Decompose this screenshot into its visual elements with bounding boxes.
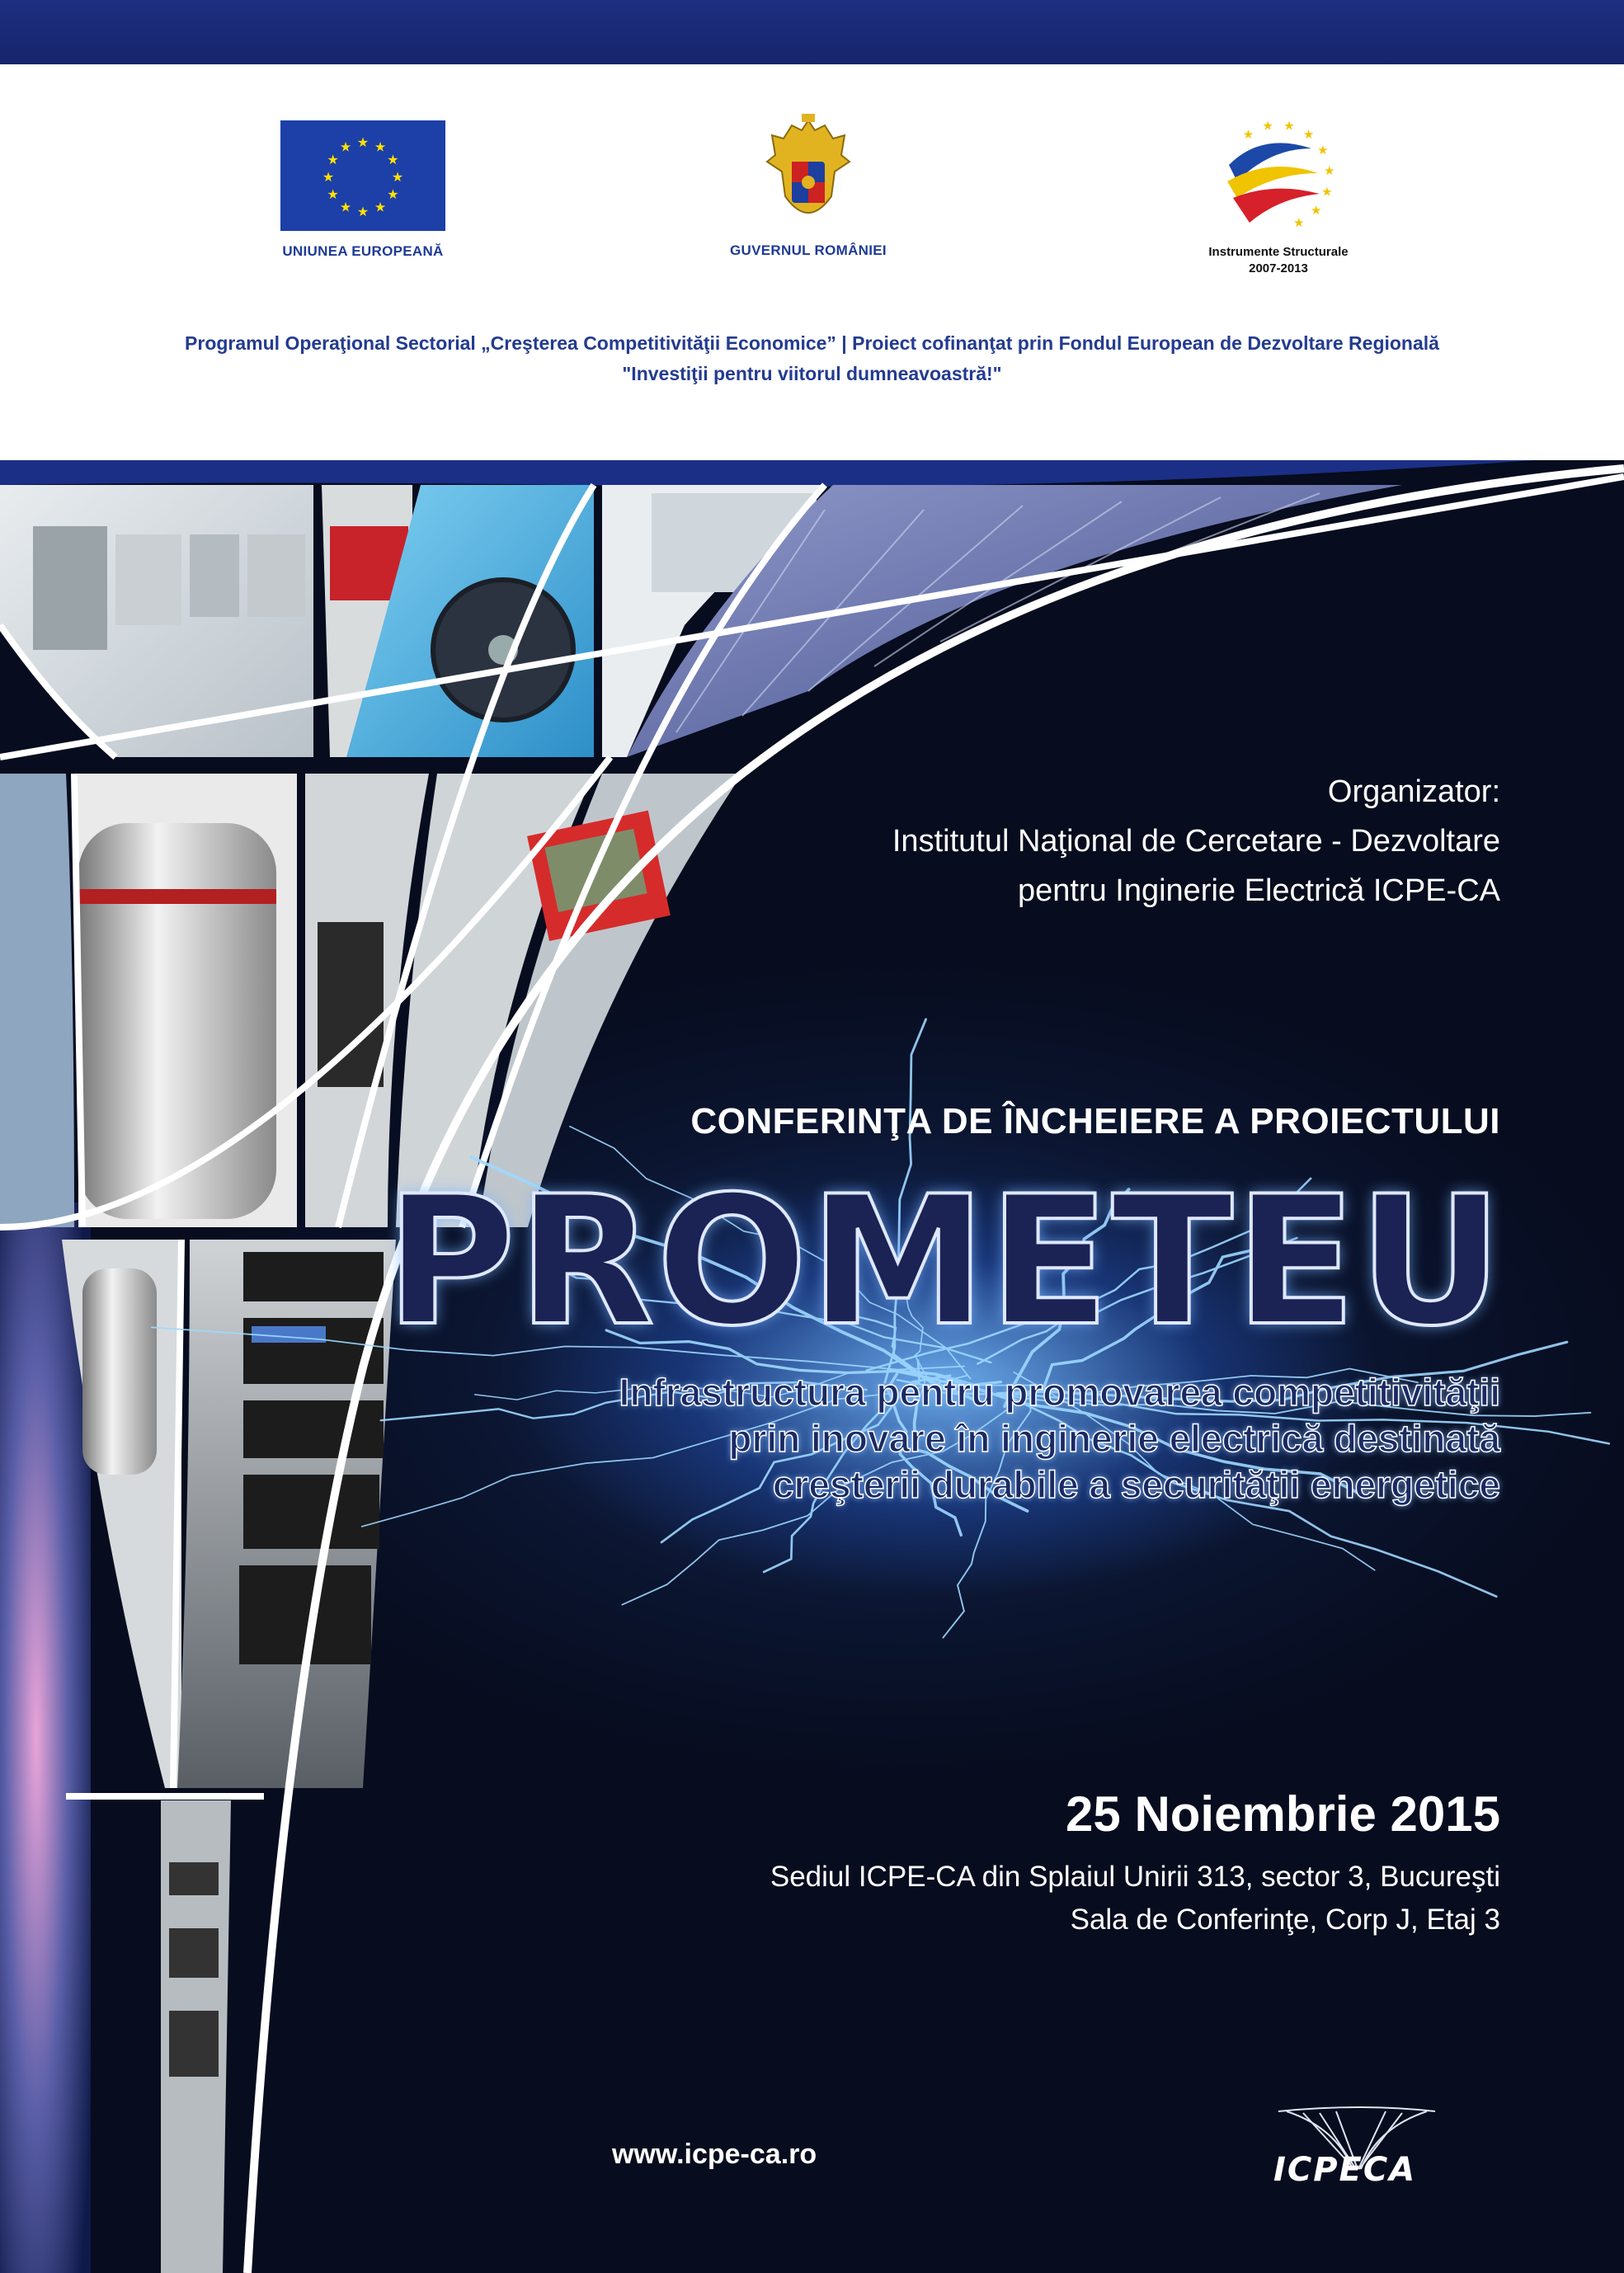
is-star-icon: ★ xyxy=(1242,127,1254,142)
eu-star-icon: ★ xyxy=(387,153,399,167)
gov-caption: GUVERNUL ROMÂNIEI xyxy=(730,242,887,258)
eu-star-icon: ★ xyxy=(356,205,370,219)
is-star-icon: ★ xyxy=(1317,144,1329,158)
eu-logo xyxy=(280,120,445,260)
gov-logo xyxy=(718,114,899,259)
eu-star-icon: ★ xyxy=(387,188,399,202)
subtitle-line2: prin inovare în inginerie electrică destinată xyxy=(728,1417,1500,1460)
website-link[interactable]: www.icpe-ca.ro xyxy=(612,2139,817,2170)
is-star-icon: ★ xyxy=(1311,203,1322,218)
is-star-icon: ★ xyxy=(1262,119,1273,134)
is-star-icon: ★ xyxy=(1293,215,1305,230)
subtitle-line3: creşterii durabile a securităţii energetice xyxy=(772,1463,1500,1506)
eu-star-icon: ★ xyxy=(374,200,387,215)
is-caption-1: Instrumente Structurale xyxy=(1208,245,1349,259)
eu-star-icon: ★ xyxy=(322,171,335,185)
is-star-icon: ★ xyxy=(1321,185,1333,200)
eu-caption: UNIUNEA EUROPEANĂ xyxy=(282,243,444,259)
organizer xyxy=(892,767,1500,915)
event-venue xyxy=(770,1856,1500,1941)
instrumente-structurale-icon xyxy=(1212,115,1344,239)
is-star-icon: ★ xyxy=(1302,127,1315,142)
is-logo xyxy=(1188,115,1369,277)
eu-star-icon: ★ xyxy=(356,136,370,150)
eu-star-icon: ★ xyxy=(339,140,352,155)
organizer-line1: Institutul Naţional de Cercetare - Dezvoltare xyxy=(892,824,1500,859)
eu-star-icon: ★ xyxy=(391,171,404,185)
eu-star-icon: ★ xyxy=(327,188,339,202)
is-star-icon: ★ xyxy=(1323,163,1335,178)
is-caption-2: 2007-2013 xyxy=(1249,261,1308,275)
subtitle-line1: Infrastructura pentru promovarea competitivităţii xyxy=(619,1371,1500,1414)
conference-heading: CONFERINŢA DE ÎNCHEIERE A PROIECTULUI xyxy=(690,1101,1500,1141)
event-date: 25 Noiembrie 2015 xyxy=(1066,1786,1500,1842)
program-line: Programul Operaţional Sectorial „Creşterea Competitivităţii Economice” | Proiect cofinanţat prin Fondul European de Dezvoltare Regională xyxy=(185,332,1439,354)
photo-collage xyxy=(0,460,1624,2273)
eu-star-icon: ★ xyxy=(374,140,387,155)
conference-subtitle xyxy=(346,1369,1500,1508)
organizer-label: Organizator: xyxy=(1327,774,1500,809)
icpeca-logo-text: ICPECA xyxy=(1273,2151,1417,2189)
coat-of-arms-icon xyxy=(759,114,858,238)
conference-title: PROMETEU xyxy=(384,1158,1504,1365)
top-bar xyxy=(0,0,1624,64)
eu-star-icon: ★ xyxy=(327,153,339,167)
is-star-icon: ★ xyxy=(1283,119,1295,134)
header xyxy=(0,64,1624,460)
eu-star-icon: ★ xyxy=(339,200,352,215)
poster xyxy=(0,460,1624,2273)
organizer-line2: pentru Inginerie Electrică ICPE-CA xyxy=(1017,873,1500,908)
slogan: "Investiţii pentru viitorul dumneavoastră!" xyxy=(622,363,1002,384)
venue-line2: Sala de Conferinţe, Corp J, Etaj 3 xyxy=(1070,1904,1500,1936)
venue-line1: Sediul ICPE-CA din Splaiul Unirii 313, sector 3, Bucureşti xyxy=(770,1861,1500,1893)
eu-flag-icon xyxy=(280,120,445,231)
